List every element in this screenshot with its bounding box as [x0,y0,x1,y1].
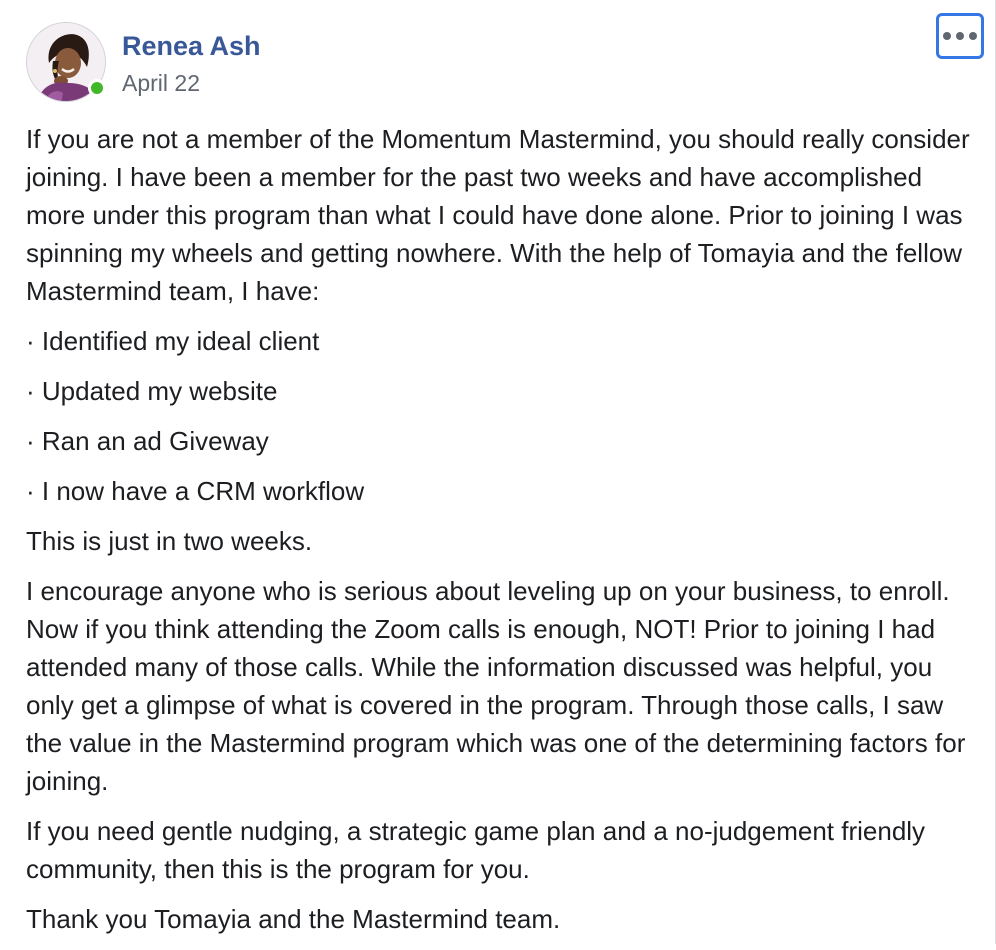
post-header [26,22,926,104]
post-list-item: · Updated my website [26,376,278,406]
more-options-icon [943,32,951,40]
post-body [26,120,981,950]
post-date-link[interactable]: April 22 [122,70,200,96]
online-status-icon [88,79,106,97]
post-paragraph-nudging: If you need gentle nudging, a strategic game plan and a no-judgement friendly community, then this is the program for you. [26,816,926,884]
more-options-icon [969,32,977,40]
more-options-button[interactable] [936,13,984,59]
post-paragraph-encourage: I encourage anyone who is serious about leveling up on your business, to enroll. Now if you think attending the Zoom calls is enough, NOT! Prior to joining I had attended many of those calls. While the information discussed was helpful, you only get a glimpse of what is covered in the program. Through those calls, I saw the value in the Mastermind program which was one of the determining factors for joining. [26,576,966,796]
post-paragraph-summary: This is just in two weeks. [26,526,313,556]
post-list-item: · Ran an ad Giveway [26,426,269,456]
post-list-item: · I now have a CRM workflow [26,476,365,506]
post-paragraph-intro: If you are not a member of the Momentum Mastermind, you should really consider joining. I have been a member for the past two weeks and have accomplished more under this program than what I could have done alone. Prior to joining I was spinning my wheels and getting nowhere. With the help of Tomayia and the fellow Mastermind team, I have: [26,124,970,306]
author-name-link[interactable]: Renea Ash [122,31,261,61]
post-paragraph-thanks: Thank you Tomayia and the Mastermind team. [26,904,561,934]
post-list-item: · Identified my ideal client [26,326,320,356]
avatar-container[interactable] [26,22,106,102]
more-options-icon [956,32,964,40]
